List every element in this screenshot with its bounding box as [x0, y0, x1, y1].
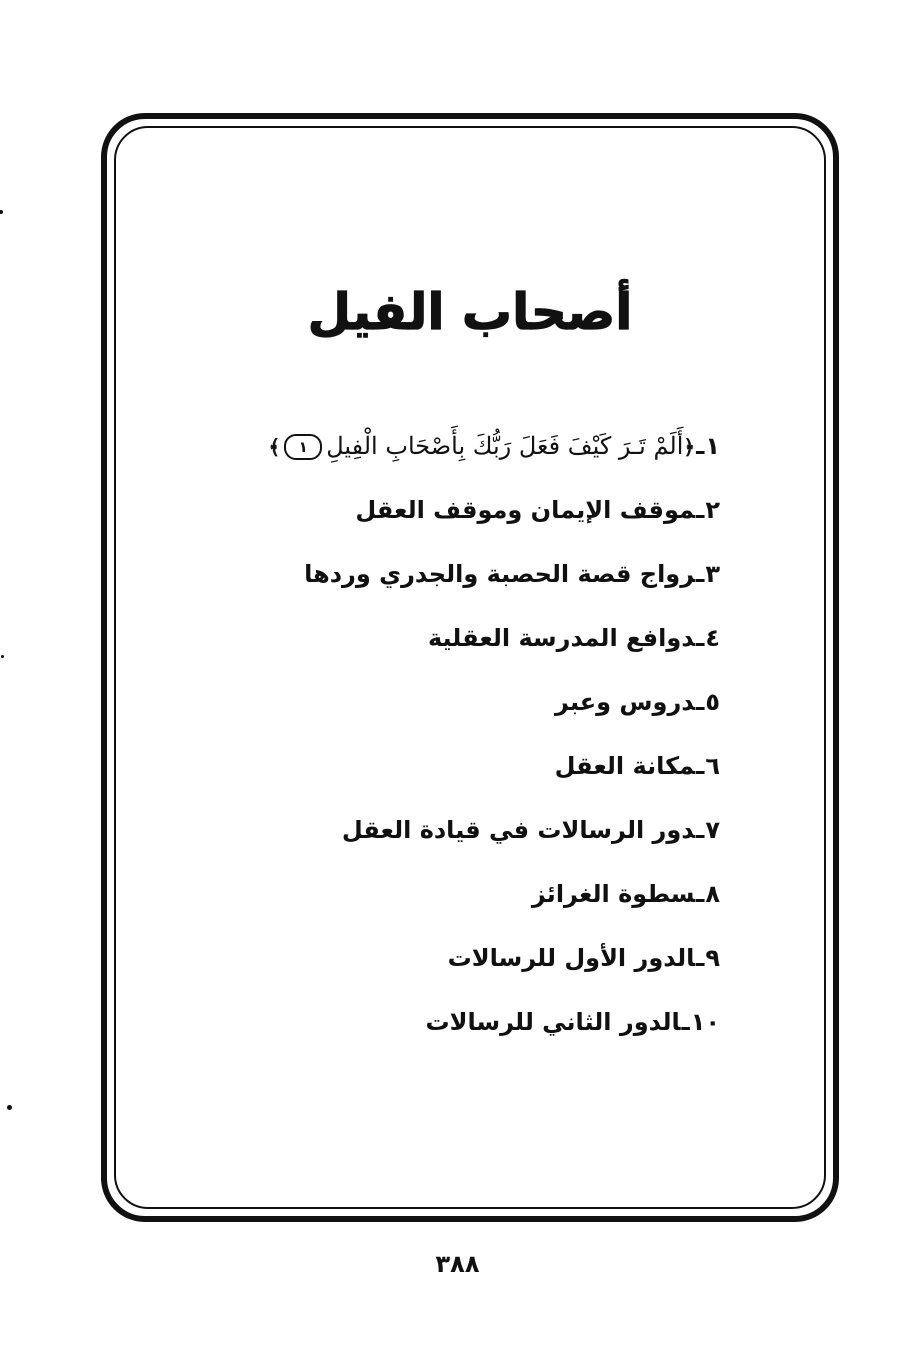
contents-item — [160, 1000, 720, 1064]
contents-item — [160, 488, 720, 552]
item-title: سطوة الغرائز — [531, 880, 696, 908]
item-title: مكانة العقل — [554, 752, 696, 780]
item-number: ٦ — [705, 752, 720, 780]
item-number: ٢ — [705, 496, 720, 524]
item-separator: ـ — [696, 944, 705, 972]
item-separator: ـ — [696, 816, 705, 844]
contents-item — [160, 424, 720, 488]
contents-item — [160, 744, 720, 808]
item-number: ٣ — [705, 560, 720, 588]
item-number: ٥ — [705, 688, 720, 716]
item-title: موقف الإيمان وموقف العقل — [355, 496, 696, 524]
contents-item — [160, 680, 720, 744]
item-number: ٨ — [705, 880, 720, 908]
item-title: دور الرسالات في قيادة العقل — [341, 816, 696, 844]
scan-speck — [1, 655, 4, 658]
quran-verse-text: أَلَمْ تَـرَ كَيْفَ فَعَلَ رَبُّكَ بِأَصْحَابِ الْفِيلِ — [326, 432, 684, 460]
contents-item — [160, 872, 720, 936]
item-separator: ـ — [696, 432, 705, 460]
item-number: ٤ — [705, 624, 720, 652]
item-number: ٩ — [705, 944, 720, 972]
item-separator: ـ — [696, 624, 705, 652]
item-separator: ـ — [696, 496, 705, 524]
item-separator: ـ — [696, 560, 705, 588]
scan-speck — [7, 1105, 12, 1110]
contents-item — [160, 552, 720, 616]
item-number: ٧ — [705, 816, 720, 844]
item-title: الدور الثاني للرسالات — [425, 1008, 681, 1036]
item-separator: ـ — [696, 688, 705, 716]
scan-speck — [0, 210, 3, 214]
chapter-title: أصحاب الفيل — [307, 283, 633, 341]
page-number: ٣٨٨ — [435, 1250, 480, 1278]
item-separator: ـ — [696, 880, 705, 908]
page-border-outer — [101, 113, 839, 1222]
contents-list — [160, 424, 720, 1064]
verse-number-badge: ١ — [284, 434, 322, 460]
item-title: الدور الأول للرسالات — [447, 944, 696, 972]
item-number: ١٠ — [690, 1008, 720, 1036]
contents-item — [160, 936, 720, 1000]
item-title: رواج قصة الحصبة والجدري وردها — [304, 560, 696, 588]
item-separator: ـ — [696, 752, 705, 780]
verse-close-ornament: ﴾ — [268, 435, 281, 459]
item-title: دروس وعبر — [555, 688, 696, 716]
item-number: ١ — [705, 432, 720, 460]
verse-open-ornament: ﴿ — [683, 435, 696, 459]
contents-item — [160, 616, 720, 680]
item-separator: ـ — [681, 1008, 690, 1036]
contents-item — [160, 808, 720, 872]
item-title: دوافع المدرسة العقلية — [427, 624, 696, 652]
